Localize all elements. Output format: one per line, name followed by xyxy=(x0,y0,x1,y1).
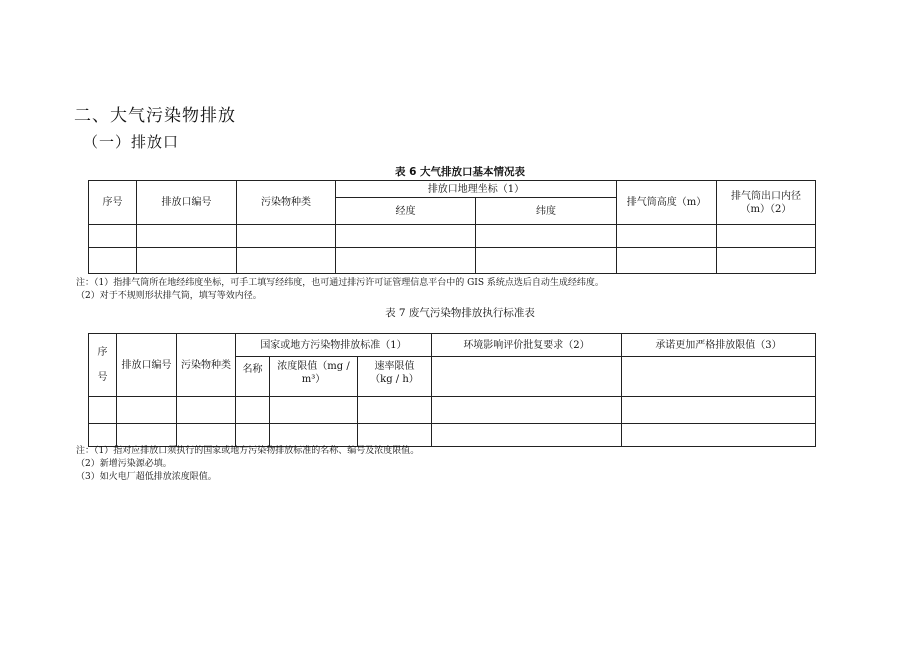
table6-note-2: （2）对于不规则形状排气筒，填写等效内径。 xyxy=(76,291,262,301)
subsection-heading: （一）排放口 xyxy=(83,133,180,151)
table7-caption: 表 7 废气污染物排放执行标准表 xyxy=(385,307,535,319)
table7-note-3: （3）如火电厂超低排放浓度限值。 xyxy=(76,472,217,482)
header-eia-requirement: 环境影响评价批复要求（2） xyxy=(432,334,622,357)
table-row xyxy=(89,225,816,248)
header-standard-name: 名称 xyxy=(236,357,270,397)
header-latitude: 纬度 xyxy=(476,198,617,225)
header-seq xyxy=(89,334,117,397)
table-row xyxy=(89,424,816,447)
header-stack-diameter xyxy=(717,181,816,225)
table6-caption: 表 6 大气排放口基本情况表 xyxy=(394,166,526,178)
header-outlet-id: 排放口编号 xyxy=(117,334,177,397)
header-stack-diameter-line1: 排气筒出口内径 xyxy=(731,190,801,202)
header-seq: 序号 xyxy=(89,181,137,225)
header-coords: 排放口地理坐标（1） xyxy=(336,181,617,198)
header-longitude: 经度 xyxy=(336,198,476,225)
header-stack-height: 排气筒高度（m） xyxy=(617,181,717,225)
header-rate-limit-line2: （kg / h） xyxy=(370,374,419,385)
header-national-standard: 国家或地方污染物排放标准（1） xyxy=(236,334,432,357)
header-conc-limit: 浓度限值（mg / m³） xyxy=(270,357,358,397)
header-stack-diameter-line2: （m）（2） xyxy=(740,203,792,215)
header-pollutant: 污染物种类 xyxy=(177,334,236,397)
header-rate-limit xyxy=(358,357,432,397)
outlet-basic-info-table xyxy=(88,180,816,274)
section-heading: 二、大气污染物排放 xyxy=(74,106,236,126)
header-outlet-id: 排放口编号 xyxy=(137,181,237,225)
emission-standard-table xyxy=(88,333,816,447)
table7-note-1: 注：（1）指对应排放口须执行的国家或地方污染物排放标准的名称、编号及浓度限值。 xyxy=(76,446,420,456)
table-row xyxy=(89,248,816,274)
header-rate-limit-line1: 速率限值 xyxy=(374,361,415,372)
table6-note-1: 注：（1）指排气筒所在地经纬度坐标，可手工填写经纬度，也可通过排污许可证管理信息平台中的 GIS 系统点选后自动生成经纬度。 xyxy=(76,278,604,288)
header-seq-line2: 号 xyxy=(97,372,108,383)
header-seq-line1: 序 xyxy=(97,347,108,358)
table-row xyxy=(89,397,816,424)
header-stricter-limit: 承诺更加严格排放限值（3） xyxy=(622,334,816,357)
table7-note-2: （2）新增污染源必填。 xyxy=(76,459,172,469)
header-pollutant: 污染物种类 xyxy=(237,181,336,225)
